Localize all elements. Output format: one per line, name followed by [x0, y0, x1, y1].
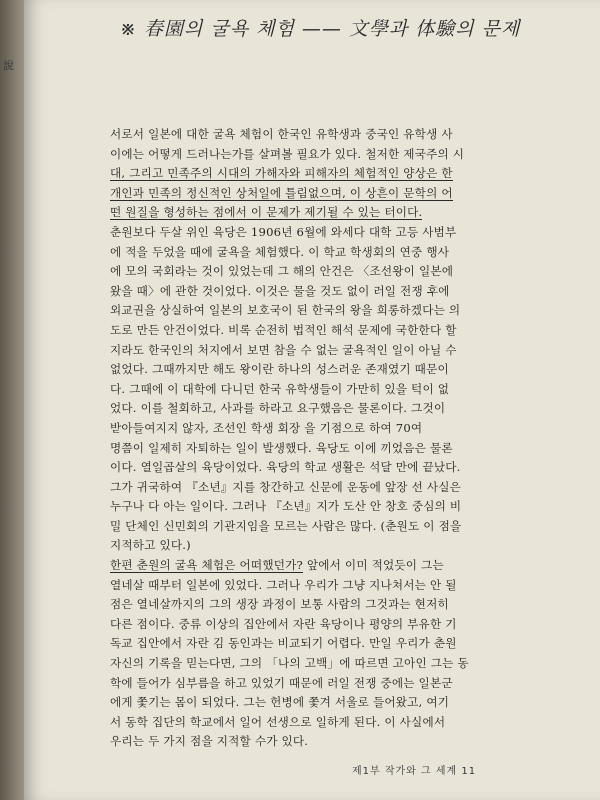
text-line: 이에는 어떻게 드러나는가를 살펴볼 필요가 있다. 철저한 제국주의 시: [110, 146, 465, 161]
text-line: 서로서 일본에 대한 굴욕 체험이 한국인 유학생과 중국인 유학생 사: [110, 127, 453, 141]
text-line: 외교권을 상실하여 일본의 보호국이 된 한국의 왕을 희롱하겠다는 의: [110, 303, 461, 318]
body-text: [110, 125, 568, 752]
text-line: 열네살 때부터 일본에 있었다. 그러나 우리가 그냥 지나쳐서는 안 될: [110, 577, 457, 592]
text-line: 독교 집안에서 자란 김 동인과는 비교되기 어렵다. 만일 우리가 춘원: [110, 636, 457, 651]
text-line: 그가 귀국하여 『소년』지를 창간하고 신문에 운동에 앞장 선 사실은: [110, 479, 462, 494]
text-line: 우리는 두 가지 점을 지적할 수가 있다.: [110, 734, 309, 749]
text-line: 에 모의 국회라는 것이 있었는데 그 해의 안건은 〈조선왕이 일본에: [110, 264, 454, 279]
margin-handwritten-note: 說: [3, 59, 14, 72]
paragraph: [110, 556, 568, 752]
text-line: 춘원보다 두살 위인 육당은 1906년 6월에 와세다 대학 고등 사범부: [110, 224, 457, 239]
text-line: 에 적을 두었을 때에 굴욕을 체험했다. 이 학교 학생회의 연중 행사: [110, 244, 450, 259]
text-line: 었다. 이를 철회하고, 사과를 하라고 요구했음은 물론이다. 그것이: [110, 401, 446, 416]
text-line: 받아들여지지 않자, 조선인 학생 회장 을 기점으로 하여 70여: [110, 420, 423, 435]
text-line: 지적하고 있다.): [110, 538, 191, 553]
paragraph: [110, 223, 568, 478]
text-line: 서 동학 집단의 학교에서 일어 선생으로 일하게 된다. 이 사실에서: [110, 714, 446, 729]
text-line: 왔을 때〉에 관한 것이었다. 이것은 물을 것도 없이 러일 전쟁 후에: [110, 283, 450, 298]
text-line: 대, 그리고 민족주의 시대의 가해자와 피해자의 체험적인 양상은 한: [110, 166, 453, 181]
text-line: 에게 쫓기는 몸이 되었다. 그는 헌병에 쫓겨 서울로 들어왔고, 여기: [110, 695, 450, 710]
handwritten-title: ※ 春園의 굴욕 체험 —— 文學과 体驗의 문제: [120, 18, 521, 40]
book-spine-edge: [0, 0, 24, 800]
text-line: 점은 열네살까지의 그의 생장 과정이 보통 사람의 그것과는 현저히: [110, 597, 449, 612]
text-line: 떤 원질을 형성하는 점에서 이 문제가 제기될 수 있는 터이다.: [110, 205, 423, 220]
text-line: 지라도 한국인의 처지에서 보면 참을 수 없는 굴욕적인 일이 아닐 수: [110, 342, 457, 357]
text-line: 밀 단체인 신민회의 기관지임을 모르는 사람은 많다. (춘원도 이 점을: [110, 518, 462, 533]
text-line: 학에 들어가 심부름을 하고 있었기 때문에 러일 전쟁 중에는 일본군: [110, 675, 453, 690]
text-line: 다. 그때에 이 대학에 다니던 한국 유학생들이 가만히 있을 턱이 없: [110, 381, 450, 396]
text-line: 개인과 민족의 정신적인 상처일에 틀림없으며, 이 상흔이 문학의 어: [110, 185, 453, 200]
text-line: 자신의 기록을 믿는다면, 그의 「나의 고백」에 따르면 고아인 그는 동: [110, 656, 469, 671]
text-line: 누구나 다 아는 일이다. 그러나 『소년』지가 도산 안 창호 중심의 비: [110, 499, 462, 514]
text-line: 없었다. 그때까지만 해도 왕이란 하나의 성스러운 존재였기 때문이: [110, 362, 449, 377]
text-line: 이다. 열일곱살의 육당이었다. 육당의 학교 생활은 석달 만에 끝났다.: [110, 460, 461, 475]
page-footer: 제1부 작가와 그 세계 11: [352, 766, 477, 777]
text-line: 도로 만든 안건이었다. 비록 순전히 법적인 해석 문제에 국한한다 할: [110, 322, 457, 337]
text-line: 명쯤이 일제히 자퇴하는 일이 발생했다. 육당도 이에 끼었음은 물론: [110, 440, 453, 455]
text-line: 한편 춘원의 굴욕 체험은 어떠했던가? 앞에서 이미 적었듯이 그는: [110, 558, 444, 573]
paragraph: [110, 478, 568, 556]
text-line: 다른 점이다. 중류 이상의 집안에서 자란 육당이나 평양의 부유한 기: [110, 616, 457, 631]
paragraph: [110, 125, 568, 223]
